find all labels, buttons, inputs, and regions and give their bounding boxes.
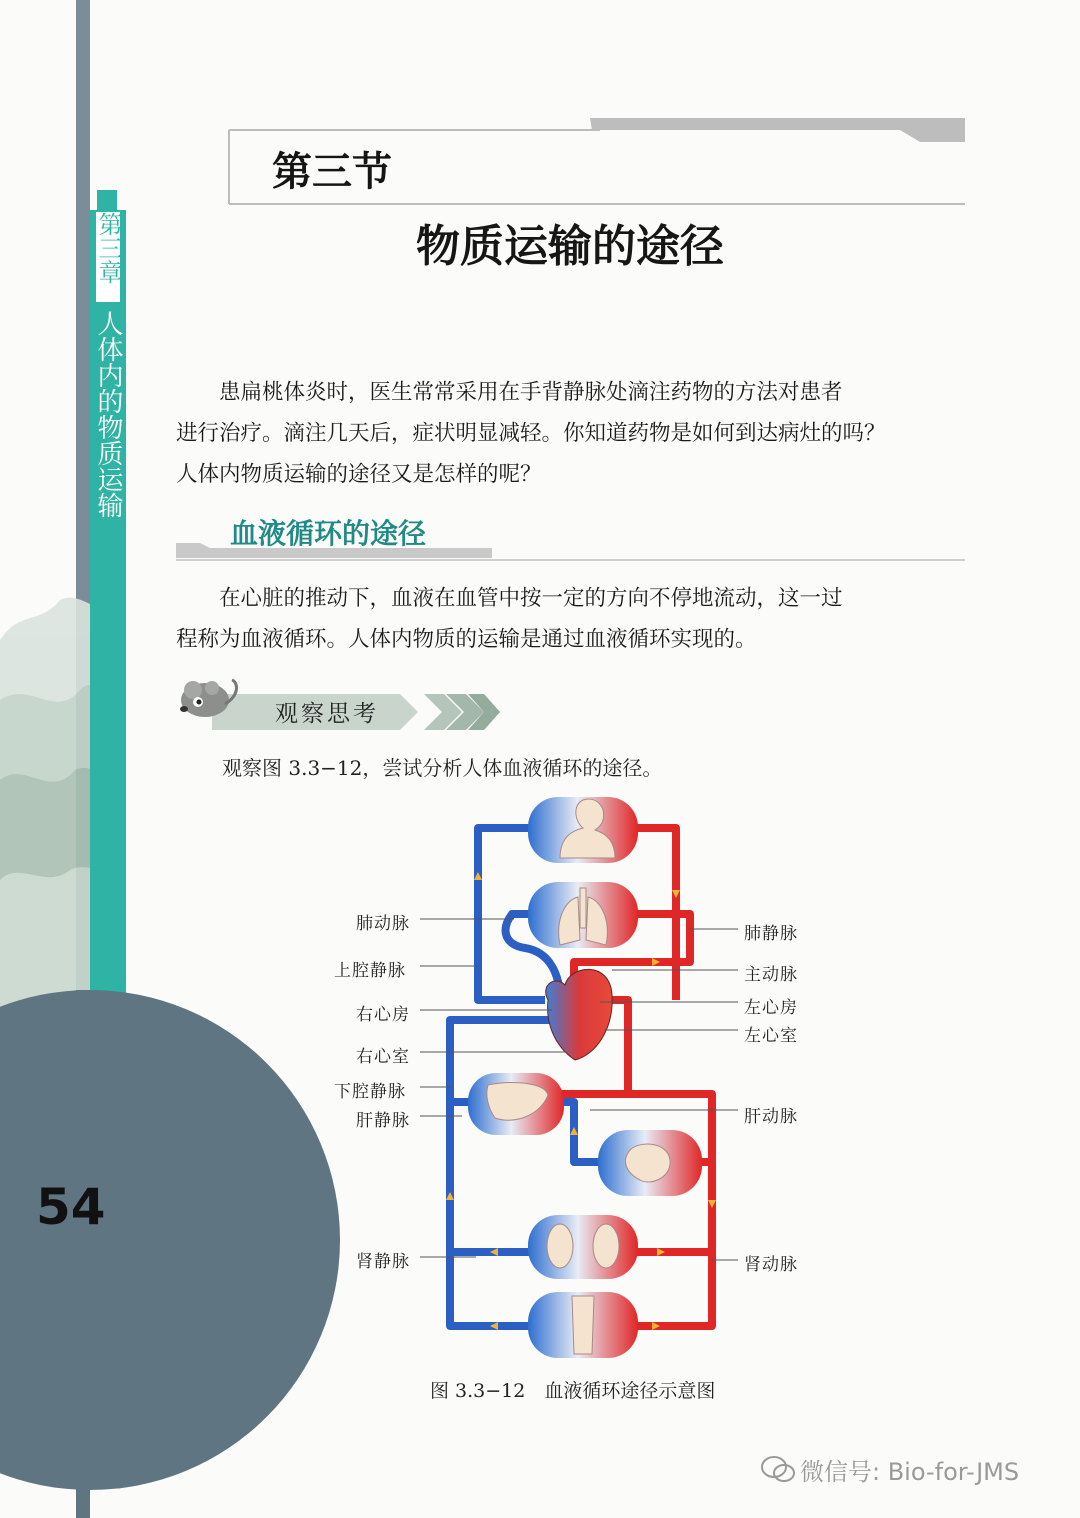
body-line: 在心脏的推动下，血液在血管中按一定的方向不停地流动，这一过 — [219, 586, 843, 611]
label-pulmonary-artery: 肺动脉 — [356, 914, 410, 934]
organ-kidneys — [528, 1215, 638, 1279]
label-renal-artery: 肾动脉 — [744, 1255, 798, 1275]
label-left-ventricle: 左心室 — [744, 1026, 798, 1046]
intro-line: 人体内物质运输的途径又是怎样的呢？ — [176, 462, 542, 487]
organ-lower-body — [528, 1292, 638, 1358]
chapter-title: 人体内的物质运输 — [93, 310, 123, 518]
label-hepatic-vein: 肝静脉 — [356, 1111, 410, 1131]
chapter-number: 第三章 — [94, 212, 122, 284]
intro-line: 患扁桃体炎时，医生常常采用在手背静脉处滴注药物的方法对患者 — [219, 380, 843, 405]
page-number: 54 — [36, 1178, 106, 1236]
organ-liver — [468, 1073, 564, 1135]
label-superior-vena-cava: 上腔静脉 — [334, 961, 406, 981]
organ-head — [528, 797, 638, 863]
label-right-ventricle: 右心室 — [356, 1047, 410, 1067]
leader-lines — [420, 919, 738, 1260]
label-pulmonary-vein: 肺静脉 — [744, 924, 798, 944]
body-line: 程称为血液循环。人体内物质的运输是通过血液循环实现的。 — [176, 627, 757, 652]
figure-caption: 图 3.3−12 血液循环途径示意图 — [430, 1380, 716, 1402]
organ-lungs — [528, 882, 638, 948]
watermark: 微信号: Bio-for-JMS — [800, 1458, 1020, 1486]
label-left-atrium: 左心房 — [744, 998, 798, 1018]
label-right-atrium: 右心房 — [356, 1005, 410, 1025]
label-inferior-vena-cava: 下腔静脉 — [334, 1082, 406, 1102]
organ-intestine — [598, 1130, 702, 1196]
label-renal-vein: 肾静脉 — [356, 1252, 410, 1272]
intro-line: 进行治疗。滴注几天后，症状明显减轻。你知道药物是如何到达病灶的吗？ — [176, 421, 886, 446]
page-title: 物质运输的途径 — [416, 221, 724, 272]
label-aorta: 主动脉 — [744, 965, 798, 985]
organ-heart — [546, 969, 612, 1060]
label-hepatic-artery: 肝动脉 — [744, 1107, 798, 1127]
wechat-icon — [760, 1455, 796, 1485]
subheading: 血液循环的途径 — [230, 517, 427, 550]
section-label: 第三节 — [272, 149, 392, 195]
activity-label: 观察思考 — [275, 701, 379, 727]
activity-text: 观察图 3.3−12，尝试分析人体血液循环的途径。 — [222, 756, 663, 780]
